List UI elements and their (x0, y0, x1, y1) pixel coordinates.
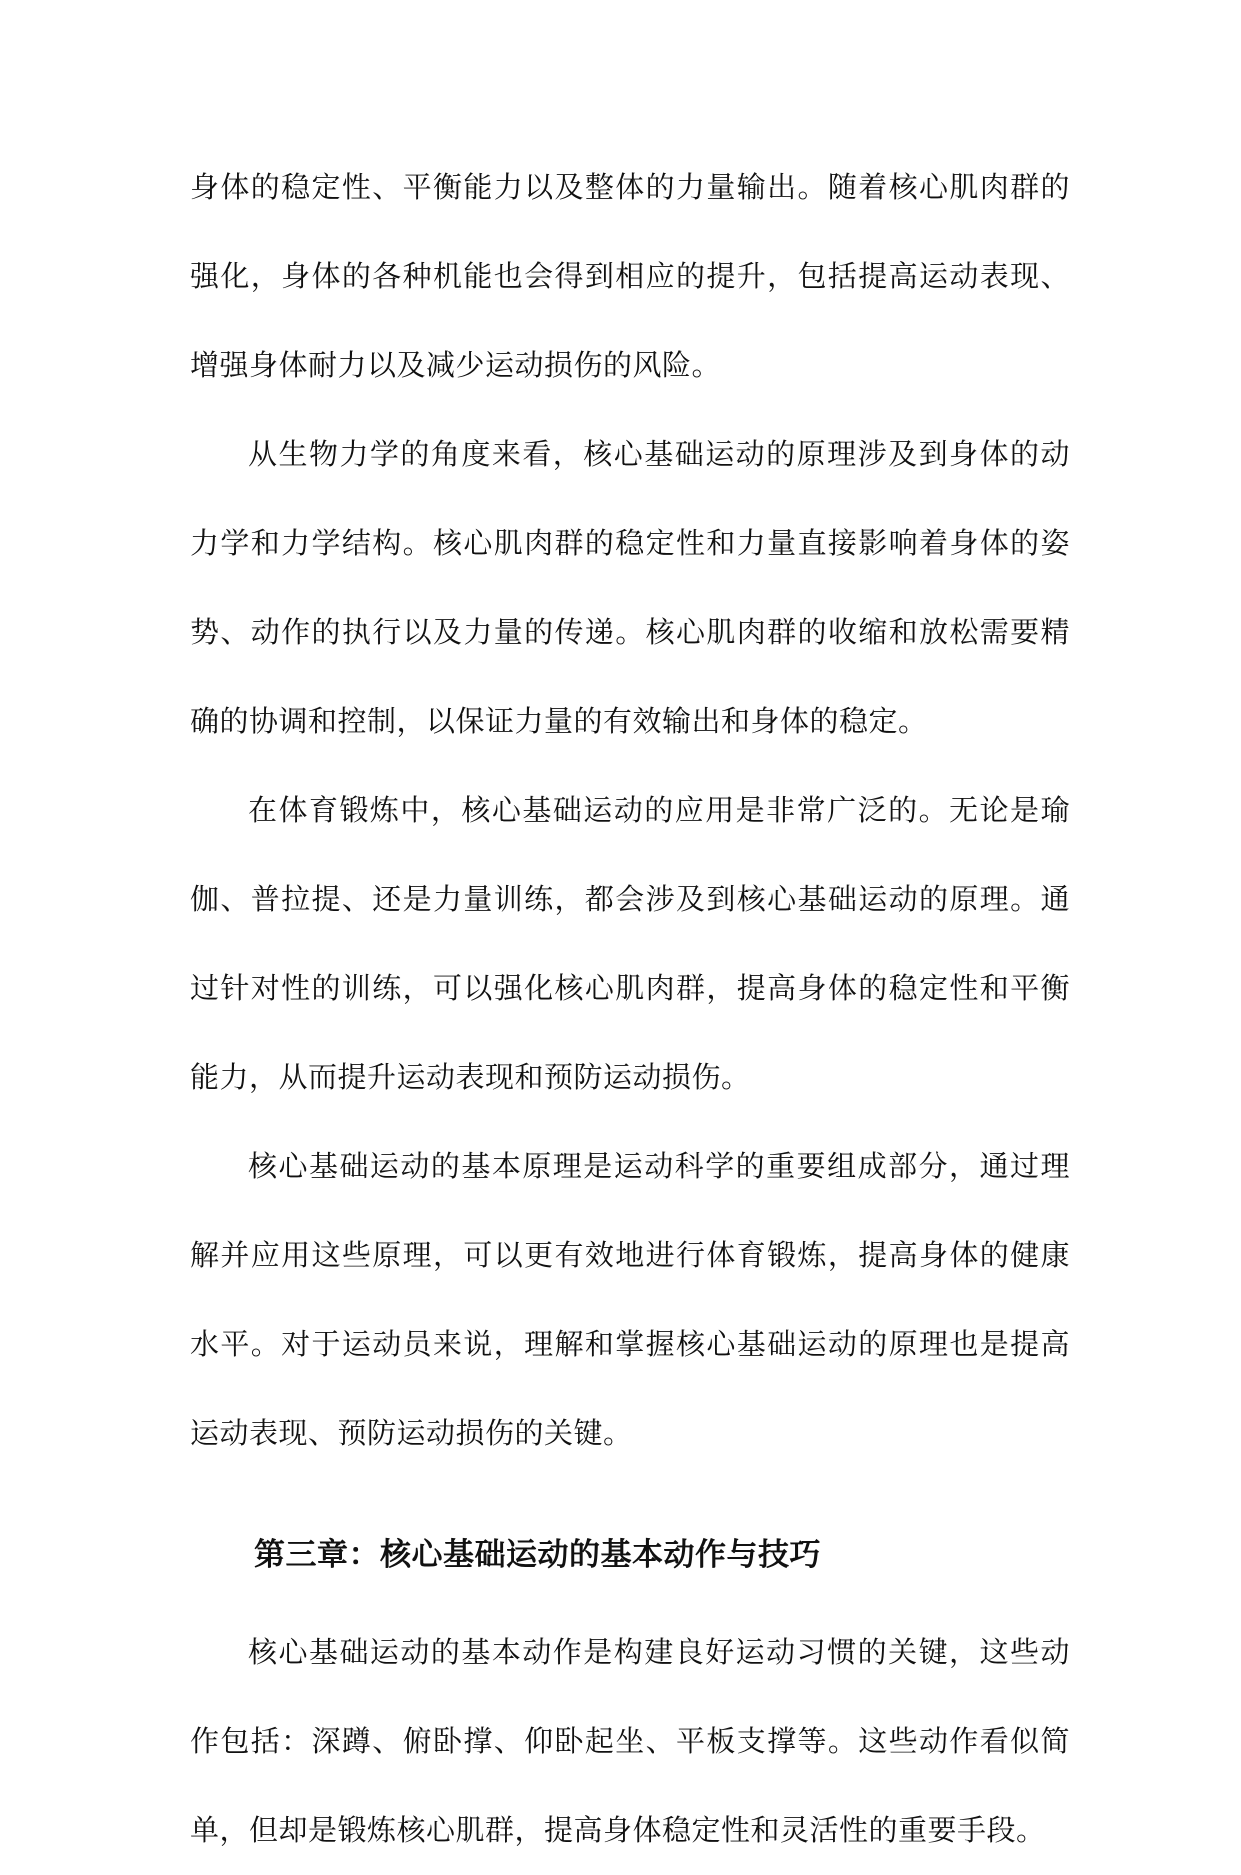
paragraph-5: 核心基础运动的基本动作是构建良好运动习惯的关键，这些动作包括：深蹲、俯卧撑、仰卧起坐、平板支撑等。这些动作看似简单，但却是锻炼核心肌群，提高身体稳定性和灵活性的重要手段。 (190, 1635, 1070, 1847)
chapter-heading: 第三章：核心基础运动的基本动作与技巧 (254, 1537, 821, 1573)
paragraph-3: 在体育锻炼中，核心基础运动的应用是非常广泛的。无论是瑜伽、普拉提、还是力量训练，都会涉及到核心基础运动的原理。通过针对性的训练，可以强化核心肌肉群，提高身体的稳定性和平衡能力，从而提升运动表现和预防运动损伤。 (190, 793, 1070, 1094)
paragraph-1: 身体的稳定性、平衡能力以及整体的力量输出。随着核心肌肉群的强化，身体的各种机能也会得到相应的提升，包括提高运动表现、增强身体耐力以及减少运动损伤的风险。 (190, 170, 1070, 382)
paragraph-2: 从生物力学的角度来看，核心基础运动的原理涉及到身体的动力学和力学结构。核心肌肉群的稳定性和力量直接影响着身体的姿势、动作的执行以及力量的传递。核心肌肉群的收缩和放松需要精确的协调和控制，以保证力量的有效输出和身体的稳定。 (190, 437, 1070, 738)
paragraph-4: 核心基础运动的基本原理是运动科学的重要组成部分，通过理解并应用这些原理，可以更有效地进行体育锻炼，提高身体的健康水平。对于运动员来说，理解和掌握核心基础运动的原理也是提高运动表现、预防运动损伤的关键。 (190, 1149, 1070, 1450)
document-body (190, 143, 1070, 1875)
